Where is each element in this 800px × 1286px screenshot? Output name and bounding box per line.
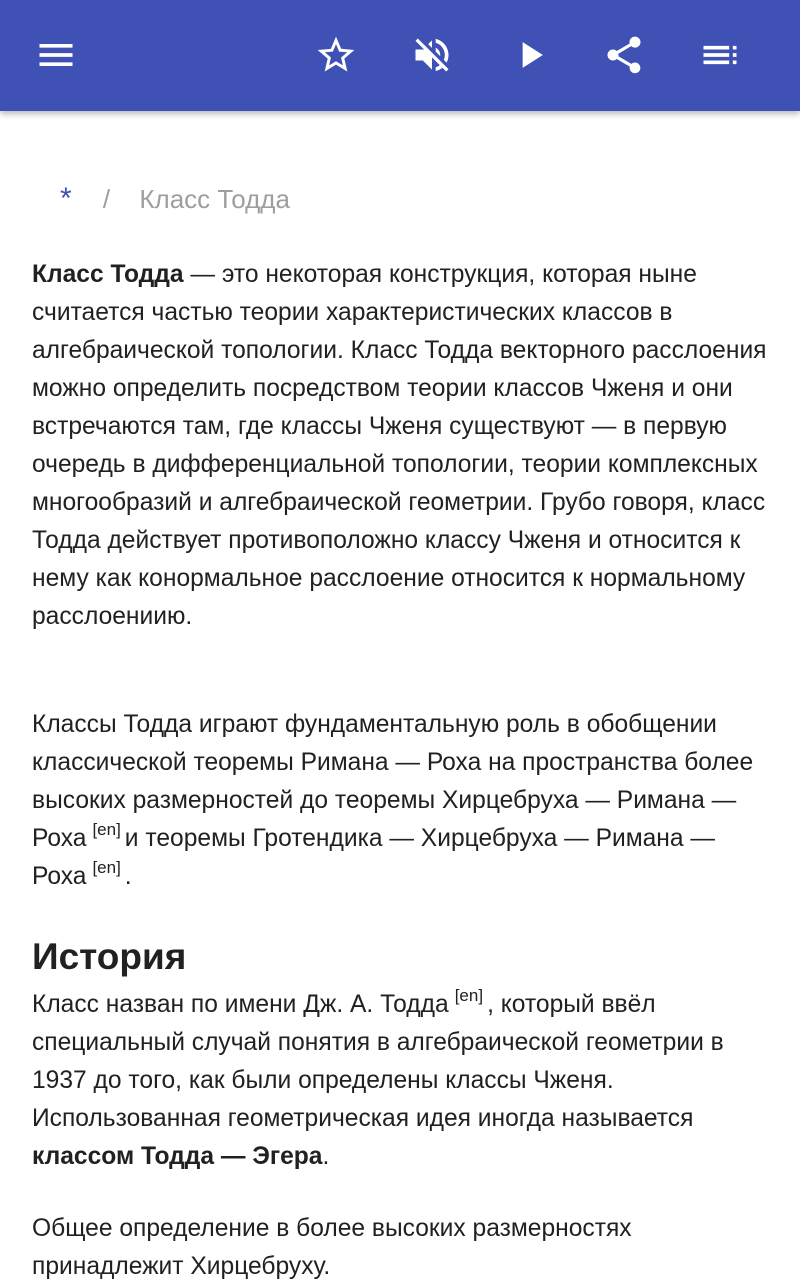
article-term: классом Тодда — Эгера [32,1143,323,1170]
paragraph-text: . [322,1143,330,1170]
interwiki-link[interactable]: [en] [92,858,121,877]
paragraph-text: — это некоторая конструкция, которая ныне считается частью теории характеристических классов в алгебраической топологии. Класс Тодда векторного расслоения можно определить посредством теории классов Чженя и они встречаются там, где классы Чженя существуют — в первую очередь в дифференциальной топологии, теории комплексных многообразий и алгебраической геометрии. Грубо говоря, класс Тодда действует противоположно классу Чженя и относится к нему как конормальное расслоение относится к нормальному расслоениию. [32,261,767,630]
section-heading: История [32,936,187,977]
article-paragraph: Общее определение в более высоких размерностях принадлежит Хирцебруху. [32,1215,632,1280]
breadcrumb-separator: / [102,184,111,214]
app-toolbar [0,0,800,111]
interwiki-link[interactable]: [en] [92,820,121,839]
article-term: Класс Тодда [32,261,184,288]
article-paragraph [32,256,772,636]
menu-button[interactable] [28,27,84,83]
share-button[interactable] [596,27,652,83]
star-outline-icon [314,33,358,77]
article-paragraph [32,706,772,896]
table-of-contents-icon [698,33,742,77]
article-paragraph [32,986,772,1176]
breadcrumb [56,179,290,219]
share-icon [602,33,646,77]
breadcrumb-current: Класс Тодда [139,184,290,214]
toc-button[interactable] [692,27,748,83]
breadcrumb-home-link[interactable]: * [60,182,72,215]
volume-off-icon [410,33,454,77]
bookmark-button[interactable] [308,27,364,83]
mute-button[interactable] [404,27,460,83]
menu-icon [34,33,78,77]
play-button[interactable] [502,27,558,83]
paragraph-text: . [124,863,132,890]
paragraph-text: Классы Тодда играют фундаментальную роль в обобщении классической теоремы Римана — Роха на пространства более высоких размерностей до теоремы Хирцебруха — Римана — Роха [32,711,754,852]
paragraph-text: , который ввёл специальный случай понятия в алгебраической геометрии в 1937 до того, как были определены классы Чженя. Использованная геометрическая идея иногда называется [32,991,724,1132]
paragraph-text: Класс назван по имени Дж. А. Тодда [32,991,449,1018]
interwiki-link[interactable]: [en] [454,986,484,1005]
play-icon [508,33,552,77]
paragraph-text: и теоремы Гротендика — Хирцебруха — Римана — Роха [32,825,715,890]
